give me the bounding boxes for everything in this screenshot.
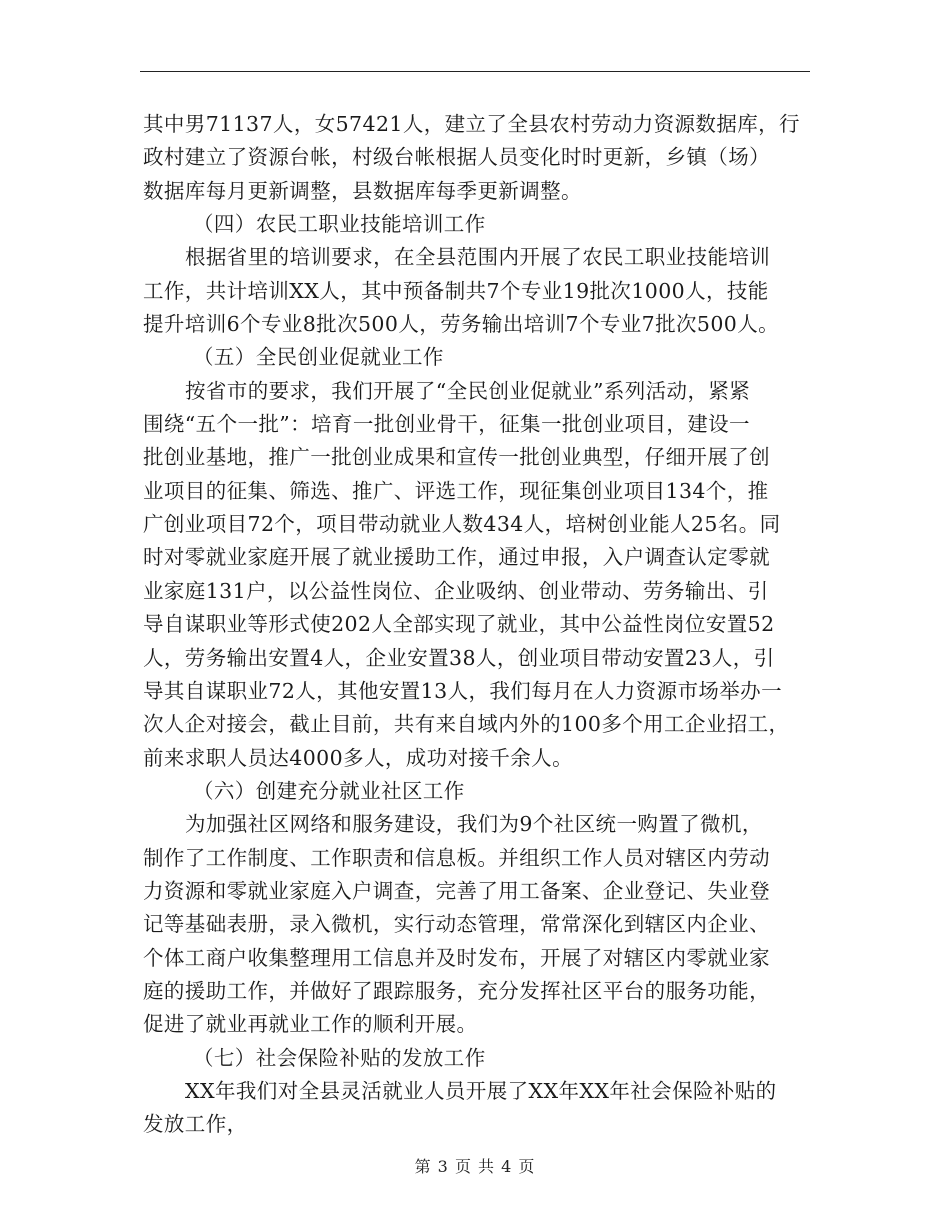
paragraph-start: XX年我们对全县灵活就业人员开展了XX年XX年社会保险补贴的 xyxy=(185,1078,777,1103)
text-line: 导自谋职业等形式使202人全部实现了就业，其中公益性岗位安置52 xyxy=(143,612,775,637)
body-text xyxy=(143,108,813,1142)
text-line: 时对零就业家庭开展了就业援助工作，通过申报，入户调查认定零就 xyxy=(143,545,770,570)
text-line: 提升培训6个专业8批次500人，劳务输出培训7个专业7批次500人。 xyxy=(143,312,780,337)
text-line: 人，劳务输出安置4人，企业安置38人，创业项目带动安置23人，引 xyxy=(143,645,775,670)
text-line: 促进了就业再就业工作的顺利开展。 xyxy=(143,1012,478,1037)
paragraph-start: 根据省里的培训要求，在全县范围内开展了农民工职业技能培训 xyxy=(185,245,771,270)
page-number-footer: 第 3 页 共 4 页 xyxy=(414,1157,536,1176)
paragraph-start: 按省市的要求，我们开展了“全民创业促就业”系列活动，紧紧 xyxy=(185,378,751,403)
text-line: 前来求职人员达4000多人，成功对接千余人。 xyxy=(143,745,573,770)
text-line: 力资源和零就业家庭入户调查，完善了用工备案、企业登记、失业登 xyxy=(143,878,770,903)
section-heading: （六）创建充分就业社区工作 xyxy=(193,778,465,803)
text-line: 工作，共计培训XX人，其中预备制共7个专业19批次1000人，技能 xyxy=(143,278,769,303)
text-line: 其中男71137人，女57421人，建立了全县农村劳动力资源数据库，行 xyxy=(143,112,800,136)
text-line: 围绕“五个一批”：培育一批创业骨干，征集一批创业项目，建设一 xyxy=(143,412,750,437)
header-rule xyxy=(140,71,810,72)
text-line: 制作了工作制度、工作职责和信息板。并组织工作人员对辖区内劳动 xyxy=(143,845,770,870)
section-heading: （五）全民创业促就业工作 xyxy=(193,345,444,370)
section-heading: （四）农民工职业技能培训工作 xyxy=(193,212,486,237)
section-heading: （七）社会保险补贴的发放工作 xyxy=(193,1045,486,1070)
text-line: 发放工作， xyxy=(143,1112,248,1137)
text-line: 次人企对接会，截止目前，共有来自域内外的100多个用工企业招工， xyxy=(143,712,790,737)
text-line: 广创业项目72个，项目带动就业人数434人，培树创业能人25名。同 xyxy=(143,512,781,537)
text-line: 数据库每月更新调整，县数据库每季更新调整。 xyxy=(143,178,582,203)
text-line: 个体工商户收集整理用工信息并及时发布，开展了对辖区内零就业家 xyxy=(143,945,770,970)
text-line: 业家庭131户，以公益性岗位、企业吸纳、创业带动、劳务输出、引 xyxy=(143,578,769,603)
text-line: 导其自谋职业72人，其他安置13人，我们每月在人力资源市场举办一 xyxy=(143,678,782,703)
text-line: 批创业基地，推广一批创业成果和宣传一批创业典型，仔细开展了创 xyxy=(143,445,770,470)
text-line: 庭的援助工作，并做好了跟踪服务，充分发挥社区平台的服务功能， xyxy=(143,978,770,1003)
text-line: 政村建立了资源台帐，村级台帐根据人员变化时时更新，乡镇（场） xyxy=(143,145,770,170)
text-line: 业项目的征集、筛选、推广、评选工作，现征集创业项目134个，推 xyxy=(143,478,769,503)
paragraph-start: 为加强社区网络和服务建设，我们为9个社区统一购置了微机， xyxy=(185,812,763,837)
text-line: 记等基础表册，录入微机，实行动态管理，常常深化到辖区内企业、 xyxy=(143,912,770,937)
